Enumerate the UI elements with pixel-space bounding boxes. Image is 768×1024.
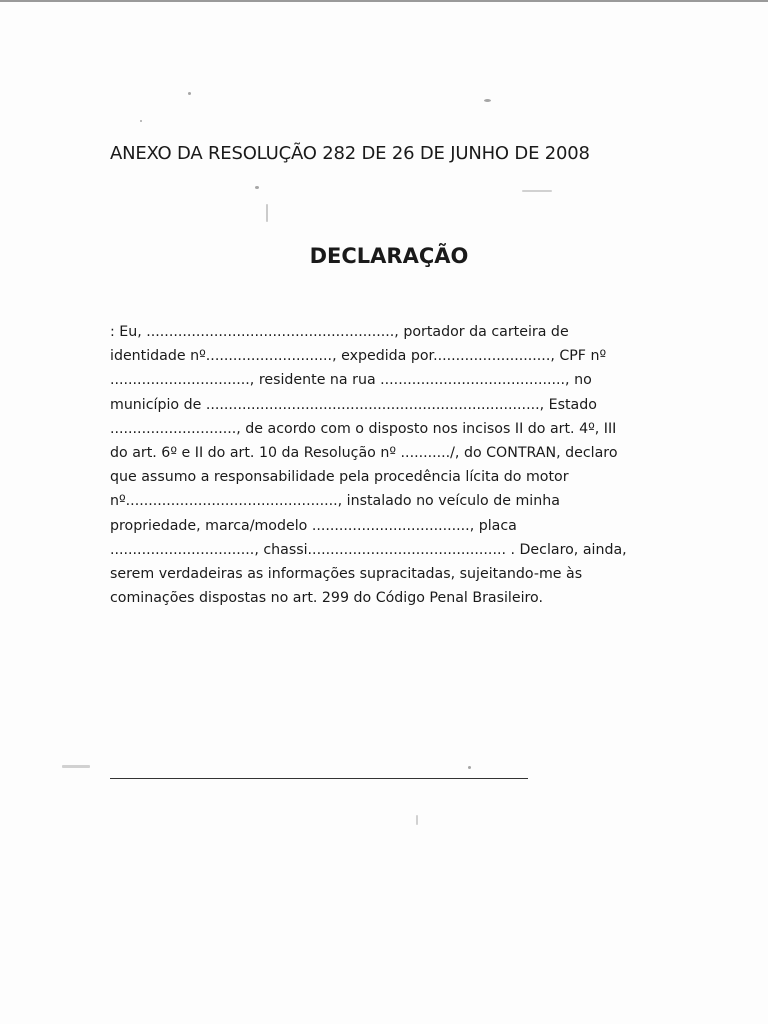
scan-speck — [62, 765, 90, 768]
scan-speck — [140, 120, 142, 122]
body-line: nº..............................................., instalado no veículo de minha — [110, 493, 560, 510]
scan-speck — [416, 815, 418, 825]
body-line: : Eu, ......................................................., portador da carteira de — [110, 324, 569, 340]
scan-speck — [255, 186, 259, 189]
declaration-title: DECLARAÇÃO — [309, 244, 469, 268]
body-line: ............................, de acordo com o disposto nos incisos II do art. 4º, III — [110, 420, 617, 437]
scan-speck — [484, 99, 491, 102]
body-line: propriedade, marca/modelo ..................................., placa — [110, 517, 517, 534]
body-line: identidade nº............................, expedida por.........................., CPF nº — [110, 348, 607, 365]
scan-speck — [266, 204, 268, 222]
top-edge-rule — [0, 0, 768, 2]
signature-line — [110, 778, 528, 779]
scan-speck — [468, 766, 471, 769]
scan-speck — [522, 190, 552, 192]
scan-speck — [188, 92, 191, 95]
body-line: que assumo a responsabilidade pela procedência lícita do motor — [110, 469, 569, 486]
body-line: serem verdadeiras as informações supracitadas, sujeitando-me às — [110, 566, 583, 583]
body-line: cominações dispostas no art. 299 do Código Penal Brasileiro. — [110, 590, 544, 607]
body-line: do art. 6º e II do art. 10 da Resolução nº .........../, do CONTRAN, declaro — [110, 445, 618, 462]
body-line: ..............................., residente na rua ........................................., no — [110, 372, 592, 389]
declaration-body — [110, 320, 670, 610]
body-line: município de .........................................................................., Estado — [110, 396, 597, 413]
resolution-header: ANEXO DA RESOLUÇÃO 282 DE 26 DE JUNHO DE 2008 — [110, 143, 590, 164]
body-line: ................................, chassi............................................ . Declaro, ainda, — [110, 541, 627, 558]
